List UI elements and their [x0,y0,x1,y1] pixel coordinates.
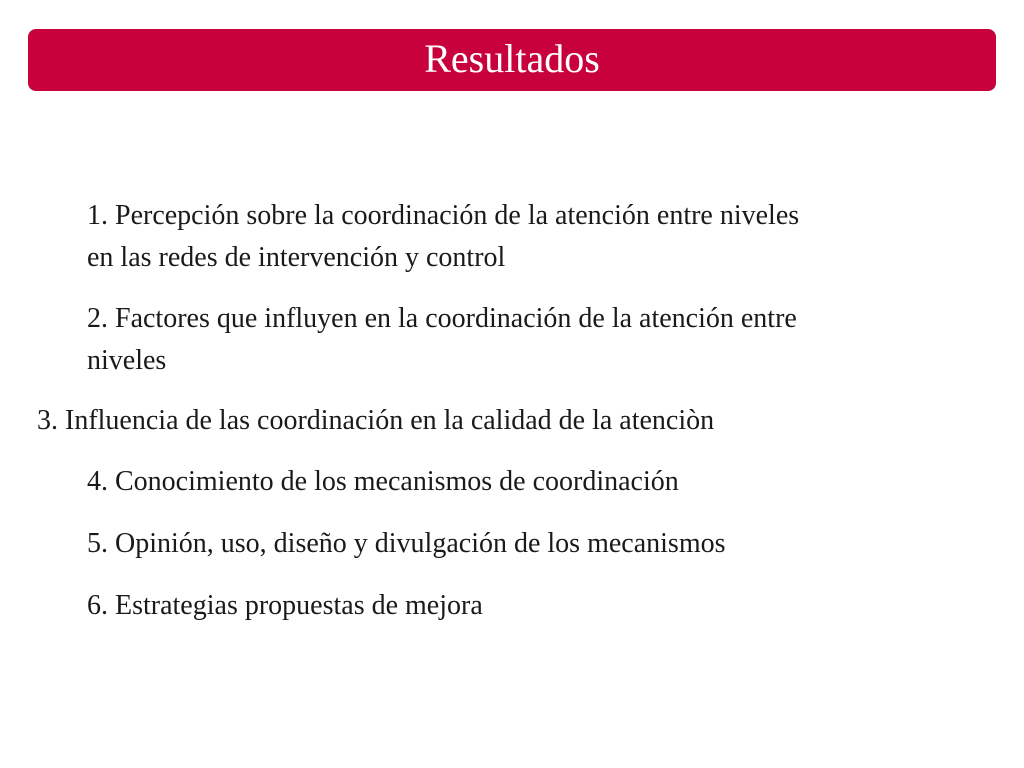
list-item-6-line-1: 6. Estrategias propuestas de mejora [87,590,483,621]
list-item-1 [87,195,799,279]
list-item-3-line-1: 3. Influencia de las coordinación en la calidad de la atenciòn [37,405,715,436]
list-item-2-line-1: 2. Factores que influyen en la coordinación de la atención entre [87,303,797,334]
list-item-6 [87,585,483,627]
list-item-3 [37,400,714,442]
list-item-2 [87,298,797,382]
list-item-5 [87,523,726,565]
list-item-4-line-1: 4. Conocimiento de los mecanismos de coordinación [87,466,679,497]
slide-title: Resultados [424,36,600,81]
list-item-2-line-2: niveles [87,345,167,376]
list-item-1-line-1: 1. Percepción sobre la coordinación de la atención entre niveles [87,200,800,231]
list-item-5-line-1: 5. Opinión, uso, diseño y divulgación de los mecanismos [87,528,726,559]
list-item-1-line-2: en las redes de intervención y control [87,242,506,273]
list-item-4 [87,461,679,503]
